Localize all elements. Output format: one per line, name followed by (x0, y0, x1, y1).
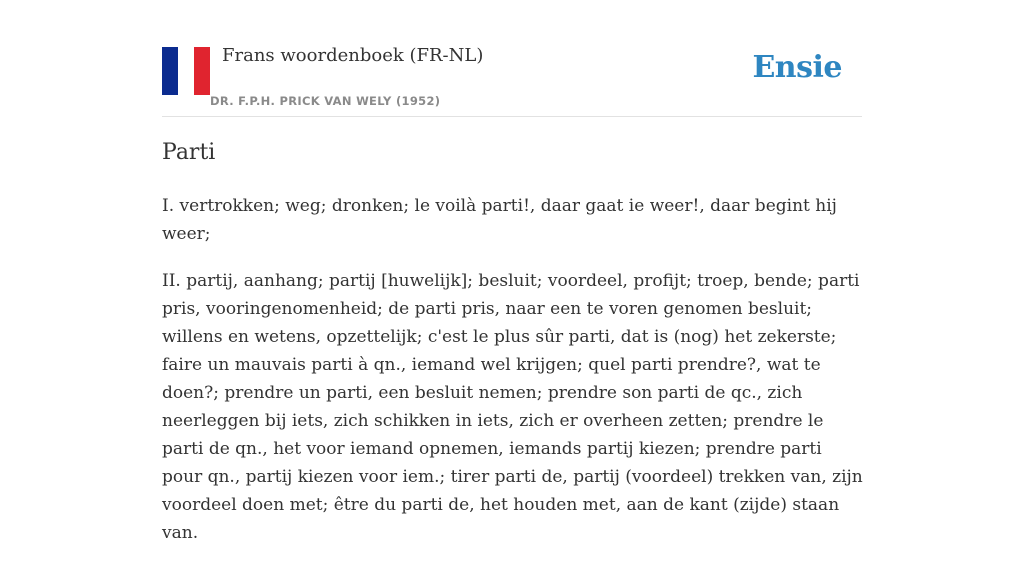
france-flag-icon (162, 47, 210, 95)
page-header (162, 0, 862, 117)
definition-1: I. vertrokken; weg; dronken; le voilà parti!, daar gaat ie weer!, daar begint hij weer; (162, 196, 837, 244)
entry-definitions (162, 192, 864, 566)
definition-2: II. partij, aanhang; partij [huwelijk]; besluit; voordeel, profijt; troep, bende; parti pris, vooringenomenheid; de parti pris, naar een te voren genomen besluit; willens en wetens, opzettelijk; c'est le plus sûr parti, dat is (nog) het zekerste; faire un mauvais parti à qn., iemand wel krijgen; quel parti prendre?, wat te doen?; prendre un parti, een besluit nemen; prendre son parti de qc., zich neerleggen bij iets, zich schikken in iets, zich er overheen zetten; prendre le parti de qn., het voor iemand opnemen, iemands partij kiezen; prendre parti pour qn., partij kiezen voor iem.; tirer parti de, partij (voordeel) trekken van, zijn voordeel doen met; être du parti de, het houden met, aan de kant (zijde) staan van. (162, 271, 863, 543)
dictionary-author: DR. F.P.H. PRICK VAN WELY (1952) (210, 94, 441, 108)
flag-stripe-white (178, 47, 194, 95)
flag-stripe-red (194, 47, 210, 95)
ensie-logo[interactable]: Ensie (752, 50, 842, 85)
dictionary-title[interactable]: Frans woordenboek (FR-NL) (222, 45, 484, 66)
entry-headword: Parti (162, 140, 216, 165)
flag-stripe-blue (162, 47, 178, 95)
